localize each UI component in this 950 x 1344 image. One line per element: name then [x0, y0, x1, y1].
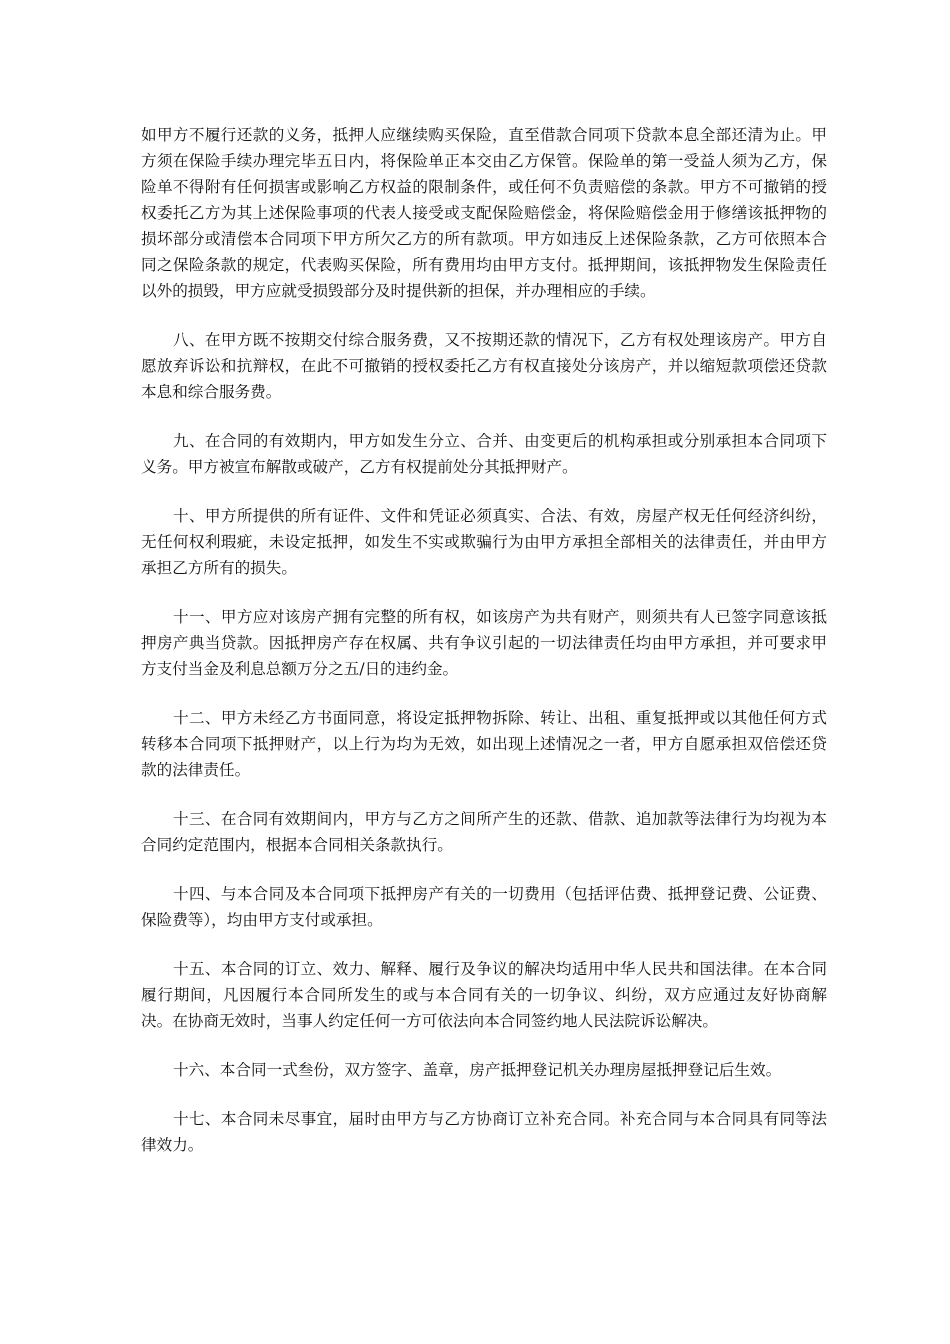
paragraph-clause-11: 十一、甲方应对该房产拥有完整的所有权，如该房产为共有财产，则须共有人已签字同意该抵押房产典当贷款。因抵押房产存在权属、共有争议引起的一切法律责任均由甲方承担，并可要求甲方支付当金及利息总额万分之五/日的违约金。	[141, 608, 827, 678]
paragraph-clause-16: 十六、本合同一式叁份，双方签字、盖章，房产抵押登记机关办理房屋抵押登记后生效。	[173, 1061, 782, 1079]
document-page	[141, 122, 827, 1181]
paragraph-clause-15: 十五、本合同的订立、效力、解释、履行及争议的解决均适用中华人民共和国法律。在本合同履行期间，凡因履行本合同所发生的或与本合同有关的一切争议、纠纷，双方应通过友好协商解决。在协商无效时，当事人约定任何一方可依法向本合同签约地人民法院诉讼解决。	[141, 960, 827, 1030]
paragraph-clause-17: 十七、本合同未尽事宜，届时由甲方与乙方协商订立补充合同。补充合同与本合同具有同等法律效力。	[141, 1110, 827, 1154]
paragraph-clause-13: 十三、在合同有效期间内，甲方与乙方之间所产生的还款、借款、追加款等法律行为均视为本合同约定范围内，根据本合同相关条款执行。	[141, 810, 827, 854]
paragraph-insurance-continuation: 如甲方不履行还款的义务，抵押人应继续购买保险，直至借款合同项下贷款本息全部还清为止。甲方须在保险手续办理完毕五日内，将保险单正本交由乙方保管。保险单的第一受益人须为乙方，保险单不得附有任何损害或影响乙方权益的限制条件，或任何不负责赔偿的条款。甲方不可撤销的授权委托乙方为其上述保险事项的代表人接受或支配保险赔偿金，将保险赔偿金用于修缮该抵押物的损坏部分或清偿本合同项下甲方所欠乙方的所有款项。甲方如违反上述保险条款，乙方可依照本合同之保险条款的规定，代表购买保险，所有费用均由甲方支付。抵押期间，该抵押物发生保险责任以外的损毁，甲方应就受损毁部分及时提供新的担保，并办理相应的手续。	[141, 126, 827, 300]
paragraph-clause-12: 十二、甲方未经乙方书面同意，将设定抵押物拆除、转让、出租、重复抵押或以其他任何方式转移本合同项下抵押财产，以上行为均为无效，如出现上述情况之一者，甲方自愿承担双倍偿还贷款的法律责任。	[141, 709, 827, 779]
paragraph-clause-14: 十四、与本合同及本合同项下抵押房产有关的一切费用（包括评估费、抵押登记费、公证费、保险费等），均由甲方支付或承担。	[141, 885, 827, 929]
paragraph-clause-10: 十、甲方所提供的所有证件、文件和凭证必须真实、合法、有效，房屋产权无任何经济纠纷，无任何权利瑕疵，未设定抵押，如发生不实或欺骗行为由甲方承担全部相关的法律责任，并由甲方承担乙方所有的损失。	[141, 507, 827, 577]
paragraph-clause-8: 八、在甲方既不按期交付综合服务费，又不按期还款的情况下，乙方有权处理该房产。甲方自愿放弃诉讼和抗辩权，在此不可撤销的授权委托乙方有权直接处分该房产，并以缩短款项偿还贷款本息和综合服务费。	[141, 331, 827, 401]
paragraph-clause-9: 九、在合同的有效期内，甲方如发生分立、合并、由变更后的机构承担或分别承担本合同项下义务。甲方被宣布解散或破产，乙方有权提前处分其抵押财产。	[141, 432, 827, 476]
